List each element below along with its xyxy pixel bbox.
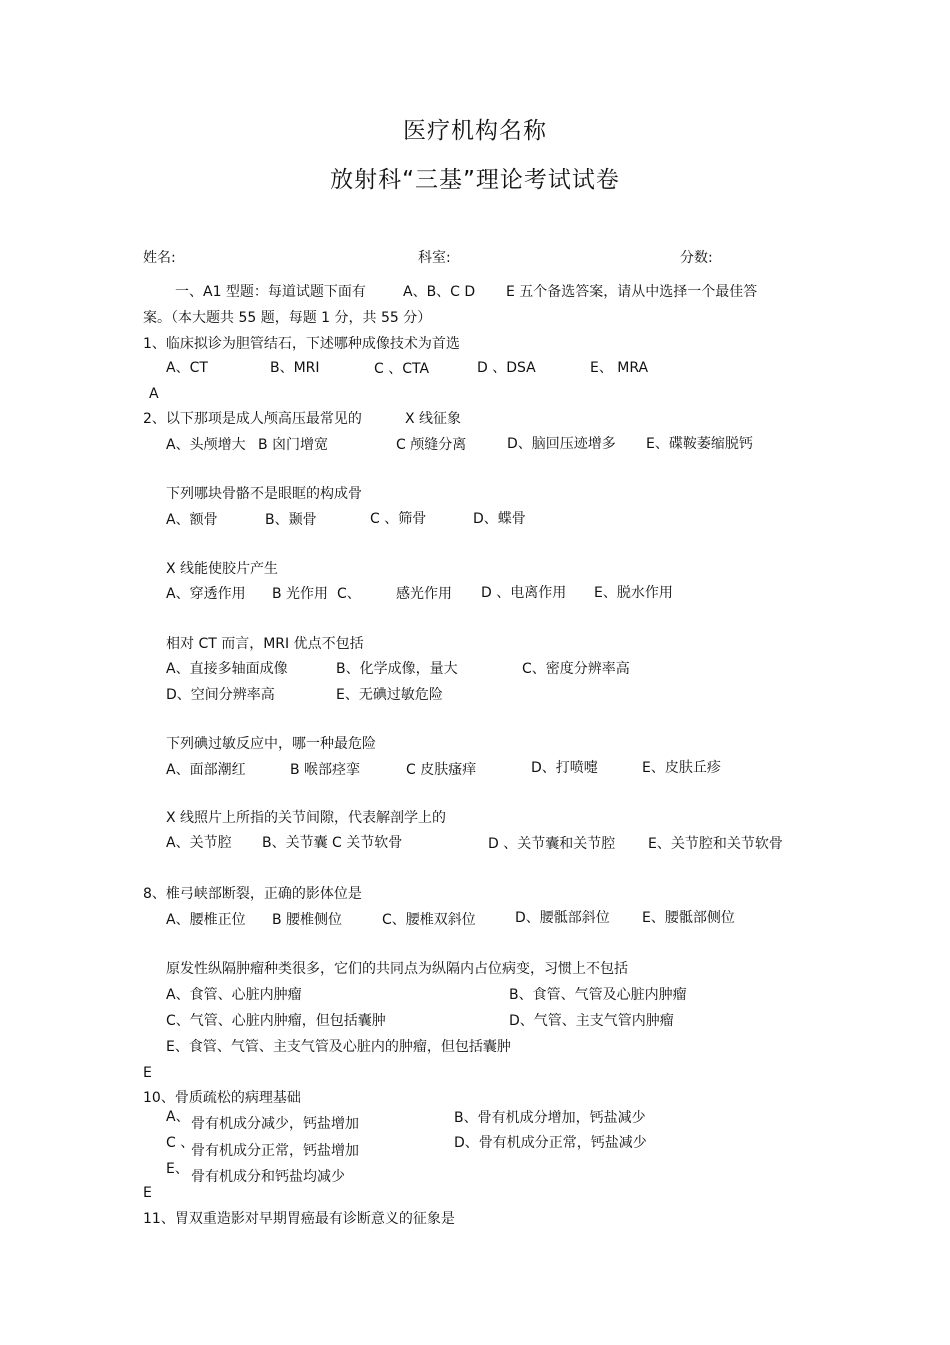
instructions-part1: 一、A1 型题：每道试题下面有 [175, 284, 366, 300]
option-a-letter: A、 [166, 1109, 190, 1125]
question-stem: 8、椎弓峡部断裂，正确的影体位是 [143, 886, 362, 902]
option-b: B、MRI [270, 360, 320, 376]
option-e: E、皮肤丘疹 [642, 760, 721, 776]
answer: E [143, 1185, 152, 1201]
option-b: B 囟门增宽 [258, 437, 329, 453]
answer: E [143, 1065, 152, 1081]
answer: A [149, 386, 159, 402]
question-stem: 下列哪块骨骼不是眼眶的构成骨 [166, 486, 362, 502]
option-e: E、腰骶部侧位 [642, 910, 735, 926]
option-b: B 腰椎侧位 [272, 912, 343, 928]
question-stem: 原发性纵隔肿瘤种类很多，它们的共同点为纵隔内占位病变，习惯上不包括 [166, 961, 628, 977]
option-c: C 颅缝分离 [396, 437, 467, 453]
option-b: B、颞骨 [265, 512, 317, 528]
option-b-c: B、关节囊 C 关节软骨 [262, 835, 403, 851]
option-d: D、气管、主支气管内肿瘤 [509, 1013, 674, 1029]
question-stem: 11、胃双重造影对早期胃癌最有诊断意义的征象是 [143, 1211, 455, 1227]
option-c: C、密度分辨率高 [522, 661, 630, 677]
name-label: 姓名: [143, 250, 176, 266]
option-a: A、额骨 [166, 512, 218, 528]
option-d: D、腰骶部斜位 [515, 910, 610, 926]
option-b: B、食管、气管及心脏内肿瘤 [509, 987, 687, 1003]
option-e: E、食管、气管、主支气管及心脏内的肿瘤，但包括囊肿 [166, 1039, 511, 1055]
option-d: D 、电离作用 [481, 585, 567, 601]
option-c: C 、筛骨 [370, 511, 427, 527]
option-a: A、关节腔 [166, 835, 232, 851]
option-c: 感光作用 [396, 586, 452, 602]
option-c: C 、CTA [374, 361, 430, 377]
option-c-letter: C 、 [166, 1135, 195, 1151]
option-b: B、骨有机成分增加，钙盐减少 [454, 1110, 646, 1126]
score-label: 分数: [680, 250, 713, 266]
option-a: A、食管、心脏内肿瘤 [166, 987, 302, 1003]
question-stem: 10、骨质疏松的病理基础 [143, 1090, 301, 1106]
option-b: B 光作用 [272, 586, 329, 602]
instructions-line2: 案。（本大题共 55 题，每题 1 分，共 55 分） [143, 310, 432, 326]
option-c: C、腰椎双斜位 [382, 912, 476, 928]
option-d: D 、关节囊和关节腔 [488, 836, 616, 852]
option-e-letter: E、 [166, 1161, 189, 1177]
option-a: A、头颅增大 [166, 437, 246, 453]
option-c: C、气管、心脏内肿瘤，但包括囊肿 [166, 1013, 386, 1029]
instructions-part2: E 五个备选答案，请从中选择一个最佳答 [506, 284, 758, 300]
option-e: E、脱水作用 [594, 585, 673, 601]
option-e: E、 MRA [590, 360, 649, 376]
option-d: D、蝶骨 [473, 511, 526, 527]
question-stem: 下列碘过敏反应中，哪一种最危险 [166, 736, 376, 752]
option-d: D、脑回压迹增多 [507, 436, 616, 452]
question-stem-part2: X 线征象 [405, 411, 462, 427]
option-a: A、CT [166, 360, 208, 376]
option-b: B、化学成像，量大 [336, 661, 458, 677]
option-a: A、面部潮红 [166, 762, 246, 778]
option-c: 骨有机成分正常，钙盐增加 [191, 1143, 359, 1159]
instructions-options: A、B、C D [403, 284, 476, 300]
option-b: B 喉部痉挛 [290, 762, 361, 778]
option-c-letter: C、 [337, 586, 361, 602]
question-stem: X 线照片上所指的关节间隙，代表解剖学上的 [166, 810, 447, 826]
option-d: D、空间分辨率高 [166, 687, 275, 703]
option-e: 骨有机成分和钙盐均减少 [191, 1169, 345, 1185]
option-d: D、骨有机成分正常，钙盐减少 [454, 1135, 647, 1151]
option-c: C 皮肤瘙痒 [406, 762, 477, 778]
option-e: E、关节腔和关节软骨 [648, 836, 783, 852]
option-a: A、腰椎正位 [166, 912, 246, 928]
option-e: E、碟鞍萎缩脱钙 [646, 436, 753, 452]
question-stem: 相对 CT 而言，MRI 优点不包括 [166, 636, 364, 652]
question-stem: 2、以下那项是成人颅高压最常见的 [143, 411, 362, 427]
institution-title: 医疗机构名称 [403, 118, 547, 144]
option-e: E、无碘过敏危险 [336, 687, 443, 703]
option-d: D 、DSA [477, 360, 536, 376]
question-stem: 1、临床拟诊为胆管结石，下述哪种成像技术为首选 [143, 336, 460, 352]
option-a: A、直接多轴面成像 [166, 661, 288, 677]
option-a: 骨有机成分减少，钙盐增加 [191, 1116, 359, 1132]
option-a: A、穿透作用 [166, 586, 246, 602]
option-d: D、打喷嚏 [531, 760, 598, 776]
dept-label: 科室: [418, 250, 451, 266]
exam-title: 放射科“三基”理论考试试卷 [330, 167, 620, 193]
question-stem: X 线能使胶片产生 [166, 561, 279, 577]
